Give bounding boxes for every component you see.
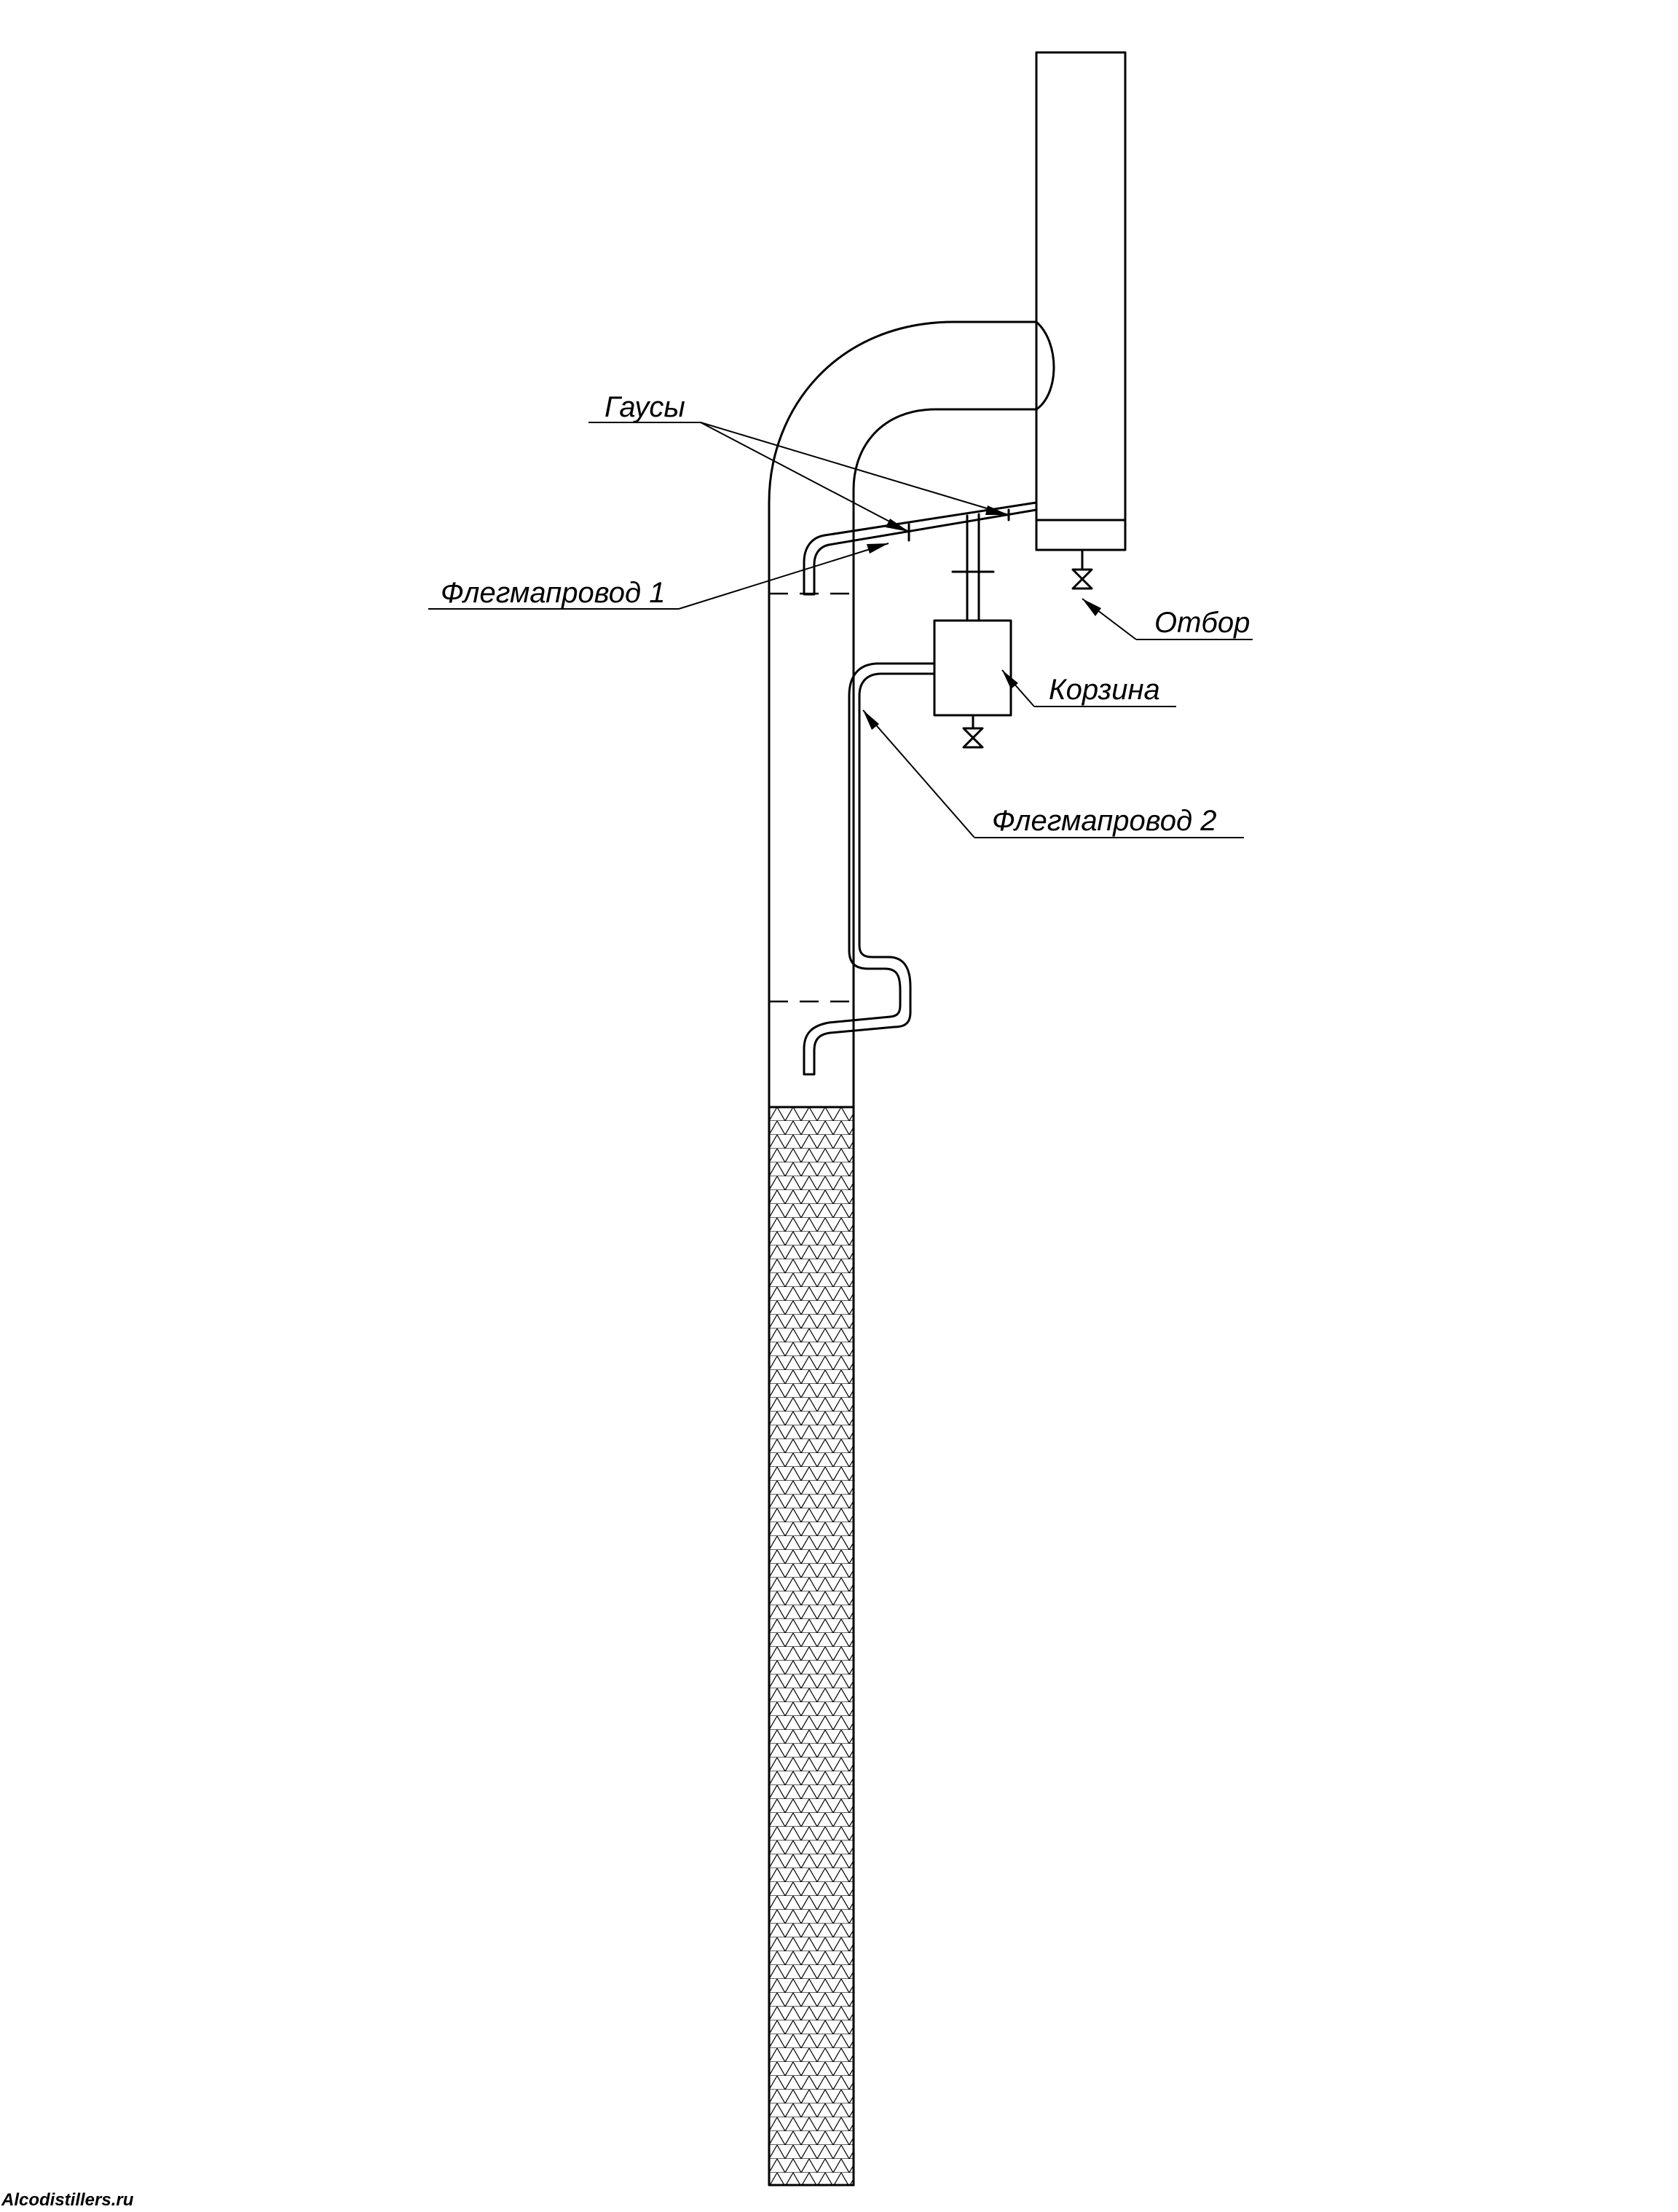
label-flegm1: Флегмапровод 1 [441, 577, 666, 609]
label-korzina: Корзина [1049, 674, 1160, 706]
basket-assembly [934, 514, 1011, 747]
column-body [769, 510, 854, 1107]
gaus-stubs [909, 510, 1125, 550]
label-otbor: Отбор [1154, 607, 1250, 639]
otbor-valve [1073, 550, 1092, 589]
leader-lines [428, 422, 1253, 838]
label-gaus: Гаусы [604, 391, 685, 423]
vapor-bend-pipe [769, 322, 1054, 517]
packed-section [769, 1107, 854, 2185]
reflux-line-1 [804, 503, 1036, 594]
condenser-box [1036, 52, 1125, 550]
reflux-line-2 [804, 664, 934, 1074]
label-flegm2: Флегмапровод 2 [992, 805, 1217, 837]
watermark: Alcodistillers.ru [1, 2190, 134, 2210]
